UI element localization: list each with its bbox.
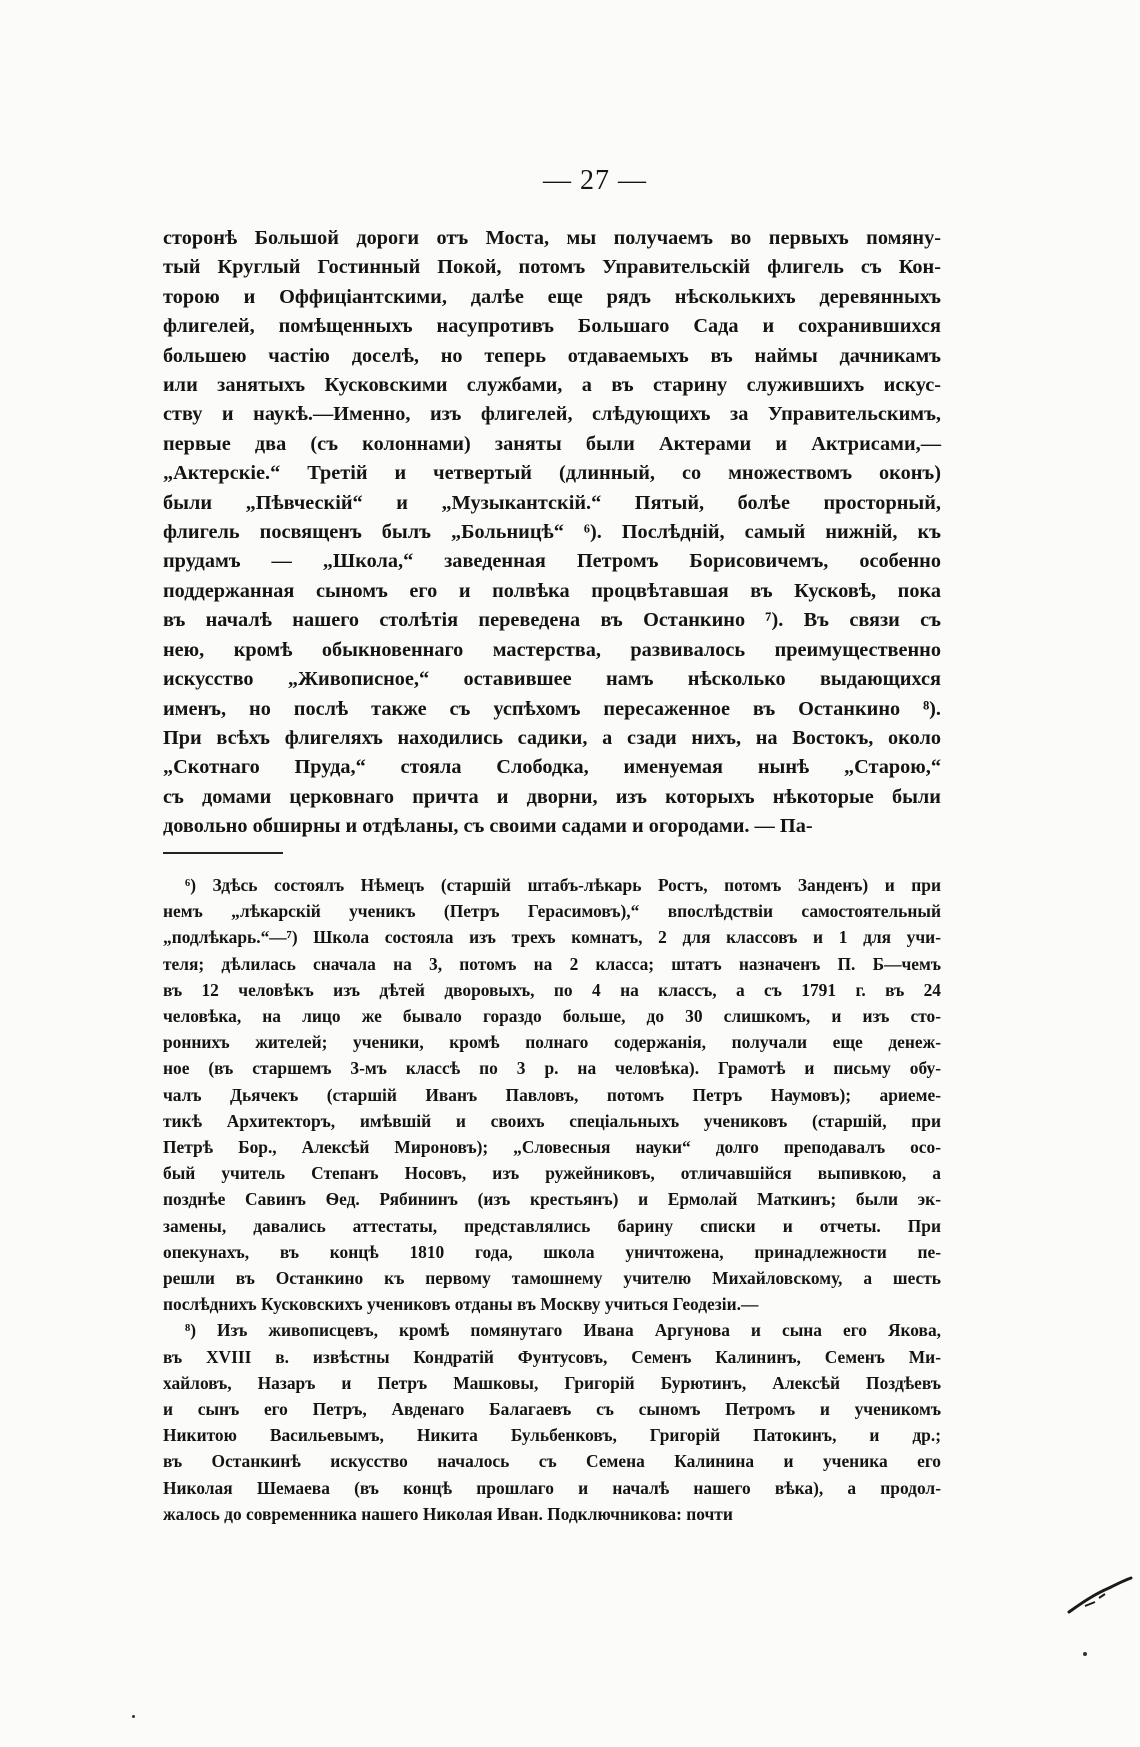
footnote-line: замены, давались аттестаты, представлялись барину списки и отчеты. При bbox=[163, 1215, 941, 1236]
text-line: первые два (съ колоннами) заняты были Актерами и Актрисами,— bbox=[163, 432, 941, 455]
page-number: — 27 — bbox=[543, 165, 647, 196]
text-line: тый Круглый Гостинный Покой, потомъ Управительскій флигель съ Кон- bbox=[163, 256, 941, 279]
text-line: были „Пѣвческій“ и „Музыкантскій.“ Пятый, болѣе просторный, bbox=[163, 491, 941, 514]
footnote-line: хайловъ, Назаръ и Петръ Машковы, Григорій Бурютинъ, Алексѣй Поздѣевъ bbox=[163, 1372, 941, 1393]
text-line: При всѣхъ флигеляхъ находились садики, а сзади нихъ, на Востокъ, около bbox=[163, 726, 941, 749]
footnote-line: „подлѣкарь.“—⁷) Школа состояла изъ трехъ комнатъ, 2 для классовъ и 1 для учи- bbox=[163, 927, 941, 948]
footnote-line: решли въ Останкино къ первому тамошнему учителю Михайловскому, а шесть bbox=[163, 1268, 941, 1289]
text-line: прудамъ — „Школа,“ заведенная Петромъ Борисовичемъ, особенно bbox=[163, 550, 941, 573]
text-line: поддержанная сыномъ его и полвѣка процвѣтавшая въ Кусковѣ, пока bbox=[163, 579, 941, 602]
speck-mark bbox=[132, 1715, 135, 1718]
text-line: флигель посвященъ былъ „Больницѣ“ ⁶). Послѣдній, самый нижній, къ bbox=[163, 521, 941, 544]
footnote-line: немъ „лѣкарскій ученикъ (Петръ Герасимовъ),“ впослѣдствіи самостоятельный bbox=[163, 901, 941, 922]
footnote-line: человѣка, на лицо же бывало гораздо больше, до 30 слишкомъ, и изъ сто- bbox=[163, 1006, 941, 1027]
speck-mark bbox=[1083, 1652, 1087, 1656]
footnote-line: въ Останкинѣ искусство началось съ Семена Калинина и ученика его bbox=[163, 1451, 941, 1472]
footnote-line: теля; дѣлилась сначала на 3, потомъ на 2 класса; штатъ назначенъ П. Б—чемъ bbox=[163, 953, 941, 974]
footnote-line: опекунахъ, въ концѣ 1810 года, школа уничтожена, принадлежности пе- bbox=[163, 1241, 941, 1262]
text-line: ству и наукѣ.—Именно, изъ флигелей, слѣдующихъ за Управительскимъ, bbox=[163, 403, 941, 426]
footnote-line: ное (въ старшемъ 3-мъ классѣ по 3 р. на человѣка). Грамотѣ и письму обу- bbox=[163, 1058, 941, 1079]
footnote-line: Никитою Васильевымъ, Никита Бульбенковъ, Григорій Патокинъ, и др.; bbox=[163, 1425, 941, 1446]
text-line: нею, кромѣ обыкновеннаго мастерства, развивалось преимущественно bbox=[163, 638, 941, 661]
text-line: флигелей, помѣщенныхъ насупротивъ Большаго Сада и сохранившихся bbox=[163, 315, 941, 338]
footnote-line: ⁶) Здѣсь состоялъ Нѣмецъ (старшій штабъ-лѣкарь Ростъ, потомъ Занденъ) и при bbox=[185, 875, 941, 895]
footnotes bbox=[163, 872, 941, 1527]
footnote-line: въ XVIII в. извѣстны Кондратій Фунтусовъ, Семенъ Калининъ, Семенъ Ми- bbox=[163, 1346, 941, 1367]
footnote-line: бый учитель Степанъ Носовъ, изъ ружейниковъ, отличавшійся выпивкою, а bbox=[163, 1163, 941, 1184]
text-line: искусство „Живописное,“ оставившее намъ нѣсколько выдающихся bbox=[163, 668, 941, 691]
text-line: въ началѣ нашего столѣтія переведена въ Останкино ⁷). Въ связи съ bbox=[163, 609, 941, 632]
pen-mark-icon bbox=[1065, 1572, 1135, 1622]
footnote-divider bbox=[163, 852, 283, 854]
footnote-line: жалось до современника нашего Николая Иван. Подключникова: почти bbox=[163, 1503, 733, 1524]
text-line: „Актерскіе.“ Третій и четвертый (длинный, со множествомъ оконъ) bbox=[163, 462, 941, 485]
text-line: или занятыхъ Кусковскими службами, а въ старину служившихъ искус- bbox=[163, 374, 941, 397]
footnote-line: позднѣе Савинъ Ѳед. Рябининъ (изъ крестьянъ) и Ермолай Маткинъ; были эк- bbox=[163, 1189, 941, 1210]
footnote-line: роннихъ жителей; ученики, кромѣ полнаго содержанія, получали еще денеж- bbox=[163, 1032, 941, 1053]
footnote-line: Николая Шемаева (въ концѣ прошлаго и началѣ нашего вѣка), а продол- bbox=[163, 1477, 941, 1498]
text-line: довольно обширны и отдѣланы, съ своими садами и огородами. — Па- bbox=[163, 815, 813, 838]
footnote-line: чалъ Дьячекъ (старшій Иванъ Павловъ, потомъ Петръ Наумовъ); ариеме- bbox=[163, 1084, 941, 1105]
footnote-line: послѣднихъ Кусковскихъ учениковъ отданы въ Москву учиться Геодезіи.— bbox=[163, 1294, 759, 1315]
footnote-line: и сынъ его Петръ, Авденаго Балагаевъ съ сыномъ Петромъ и ученикомъ bbox=[163, 1399, 941, 1420]
footnote-line: ⁸) Изъ живописцевъ, кромѣ помянутаго Ивана Аргунова и сына его Якова, bbox=[185, 1320, 941, 1341]
text-line: сторонѣ Большой дороги отъ Моста, мы получаемъ во первыхъ помяну- bbox=[163, 227, 941, 249]
footnote-line: въ 12 человѣкъ изъ дѣтей дворовыхъ, по 4 на классъ, а съ 1791 г. въ 24 bbox=[163, 979, 941, 1000]
footnote-line: тикѣ Архитекторъ, имѣвшій и своихъ спеціальныхъ учениковъ (старшій, при bbox=[163, 1110, 941, 1131]
text-line: торою и Оффиціантскими, далѣе еще рядъ нѣсколькихъ деревянныхъ bbox=[163, 285, 941, 308]
text-line: большею частію доселѣ, но теперь отдаваемыхъ въ наймы дачникамъ bbox=[163, 344, 941, 367]
text-line: „Скотнаго Пруда,“ стояла Слободка, именуемая нынѣ „Старою,“ bbox=[163, 756, 941, 779]
text-line: съ домами церковнаго причта и дворни, изъ которыхъ нѣкоторые были bbox=[163, 785, 941, 808]
main-text bbox=[163, 224, 941, 842]
footnote-line: Петрѣ Бор., Алексѣй Мироновъ); „Словесныя науки“ долго преподавалъ осо- bbox=[163, 1137, 941, 1158]
text-line: именъ, но послѣ также съ успѣхомъ пересаженное въ Останкино ⁸). bbox=[163, 697, 941, 720]
